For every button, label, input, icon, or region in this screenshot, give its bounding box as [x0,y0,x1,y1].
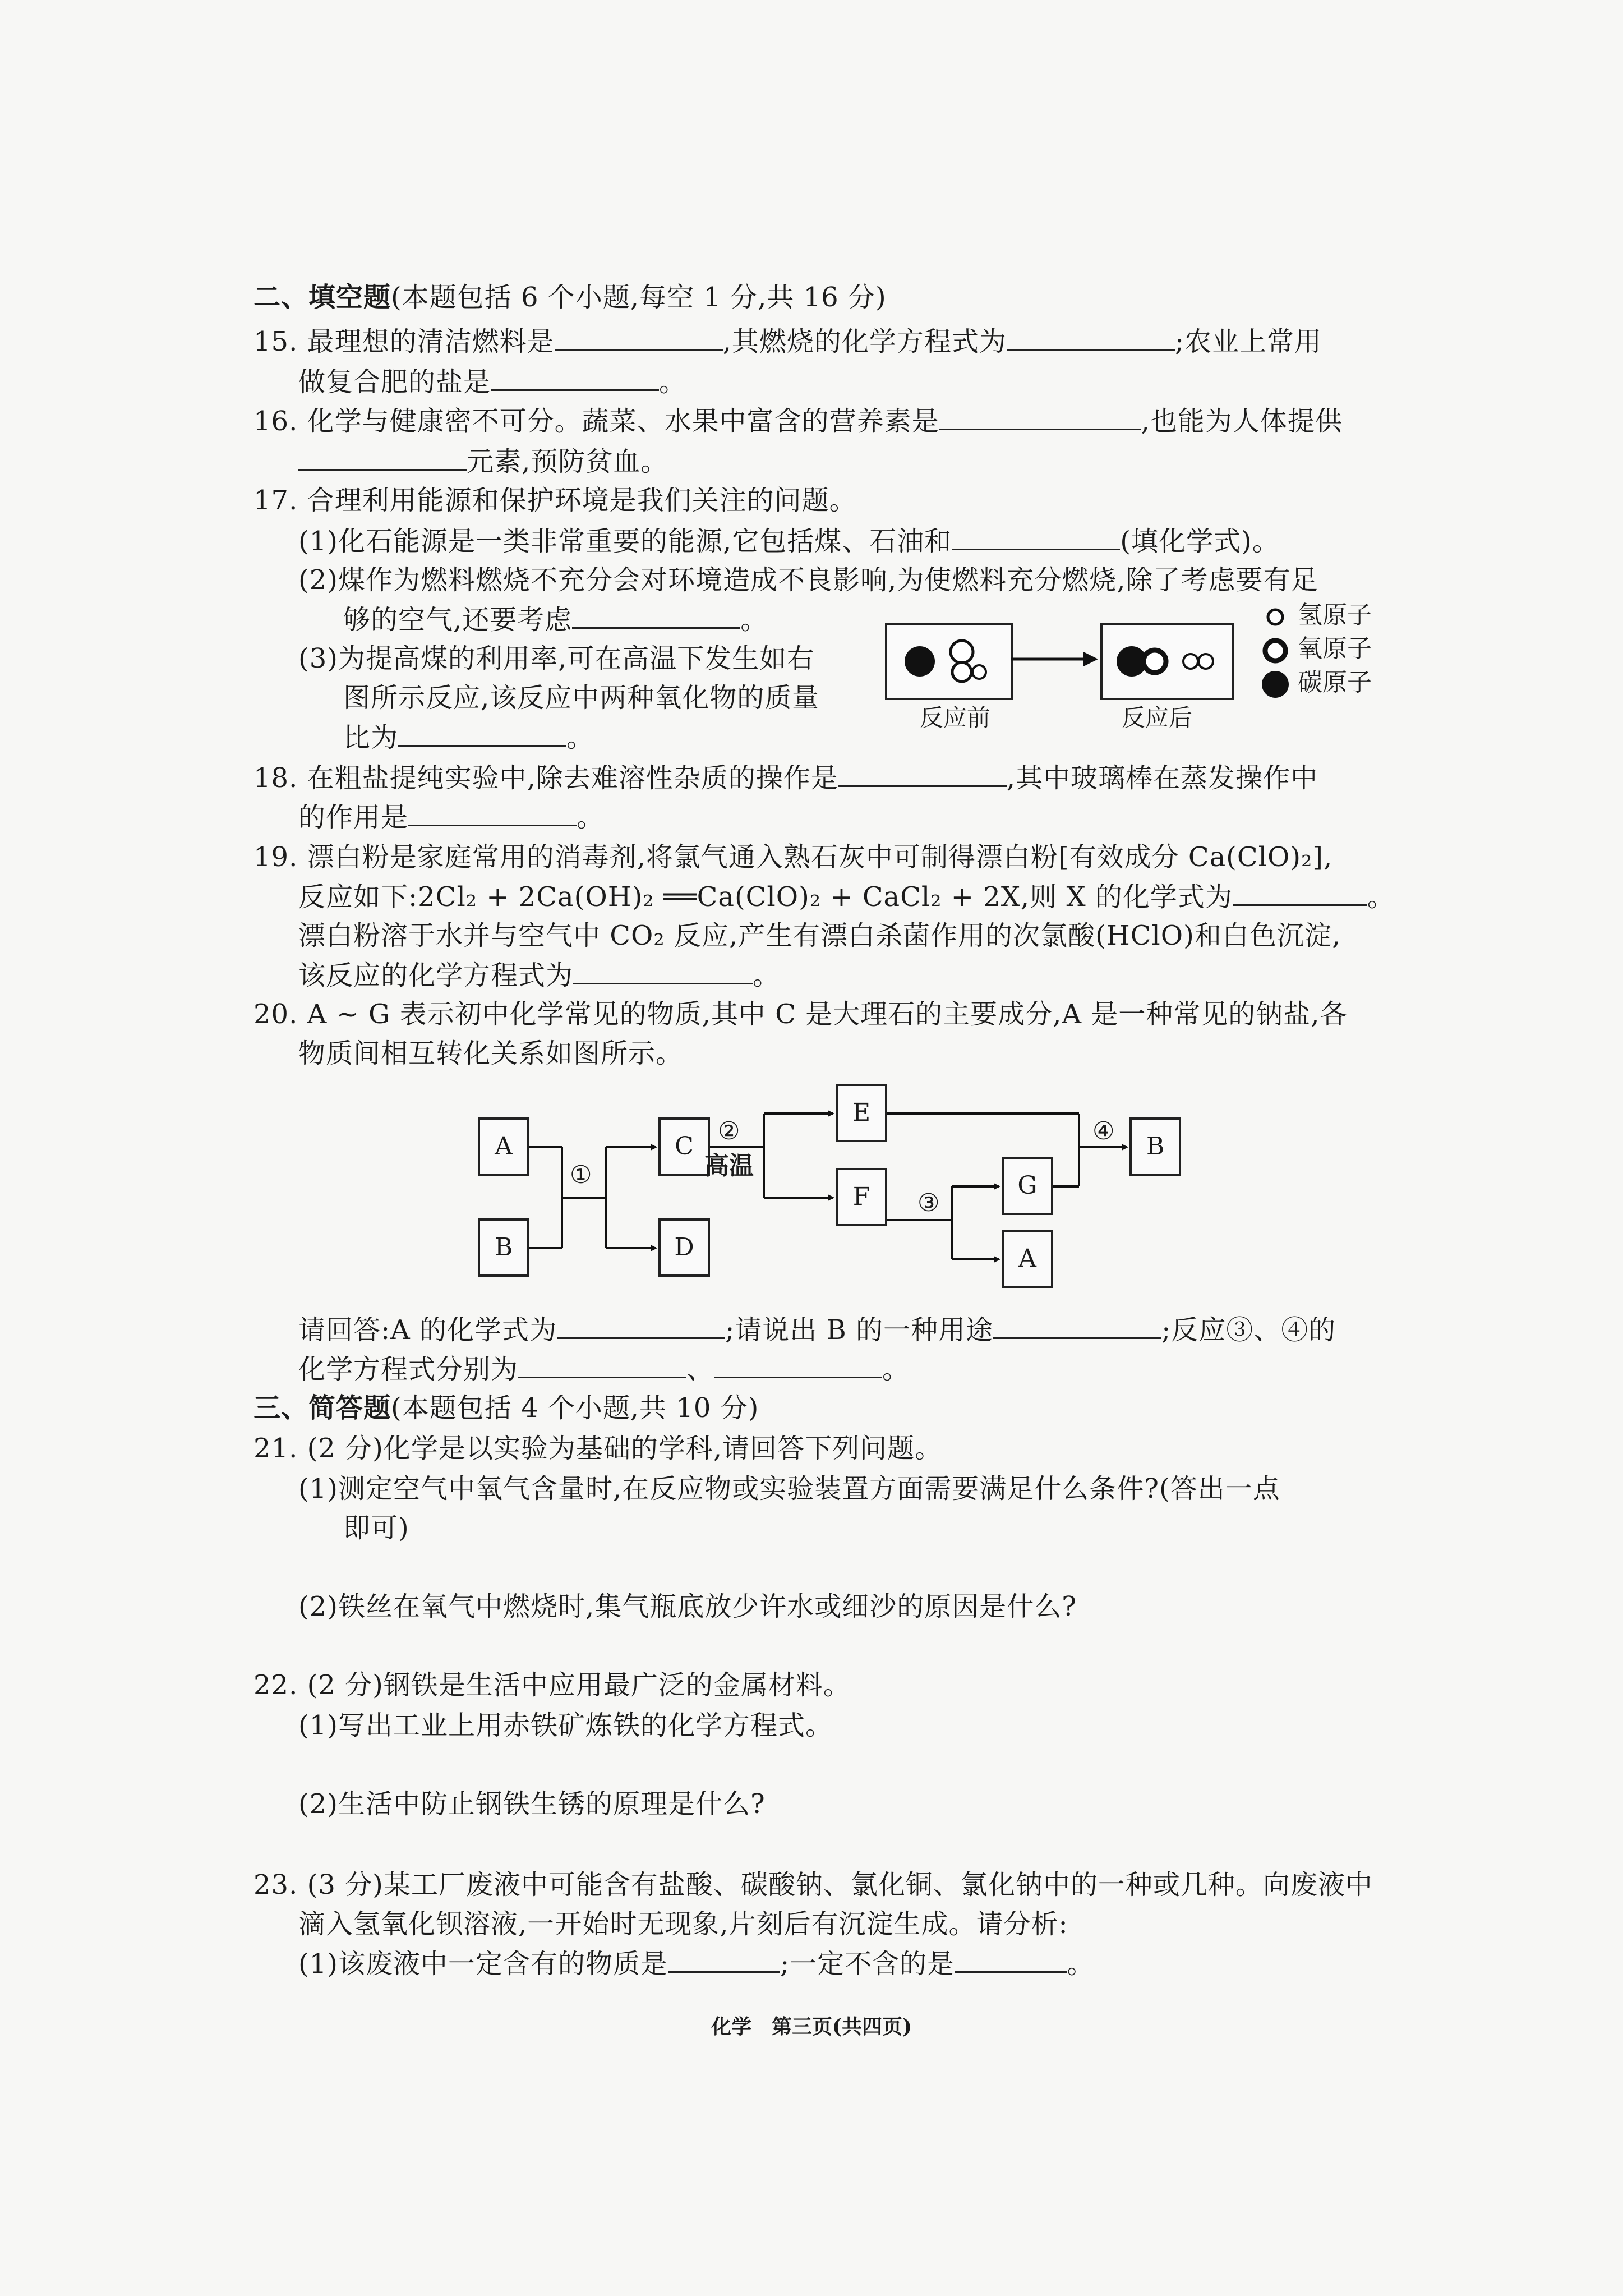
q20-text-b: ;请说出 B 的一种用途 [725,1314,994,1346]
legend-label: 氢原子 [1298,601,1372,629]
question-20-line-2: 物质间相互转化关系如图所示。 [298,1038,684,1069]
page-footer: 化学 第三页(共四页) [711,2015,912,2039]
reaction-label-1: ① [570,1161,592,1189]
q19-text-d: 。 [753,960,781,991]
q23-text-c: 。 [1067,1948,1095,1980]
answer-blank[interactable] [714,1352,882,1378]
q23-text-a: (1)该废液中一定含有的物质是 [298,1948,668,1980]
answer-blank[interactable] [557,1313,725,1339]
answer-blank[interactable] [955,1947,1067,1973]
answer-blank[interactable] [668,1947,780,1973]
legend-label: 碳原子 [1298,668,1372,697]
section-title: 二、填空题 [253,282,391,313]
question-19-line-3: 漂白粉溶于水并与空气中 CO₂ 反应,产生有漂白杀菌作用的次氯酸(HClO)和白色沉淀, [298,920,1341,951]
question-17-stem: 17. 合理利用能源和保护环境是我们关注的问题。 [253,485,857,516]
question-21-part-1-line-2: 即可) [343,1512,409,1544]
before-caption: 反应前 [920,704,991,731]
node-E: E [836,1084,887,1142]
question-22-stem: 22. (2 分)钢铁是生活中应用最广泛的金属材料。 [253,1669,851,1701]
node-B-2: B [1129,1117,1181,1176]
q20-text-f: 。 [882,1354,910,1385]
section-note: (本题包括 6 个小题,每空 1 分,共 16 分) [391,282,887,313]
question-22-part-1: (1)写出工业上用赤铁矿炼铁的化学方程式。 [298,1710,833,1741]
node-C: C [658,1117,710,1176]
q20-text-c: ;反应③、④的 [1161,1314,1336,1346]
reaction-label-3: ③ [917,1189,940,1217]
q15-text-c: ;农业上常用 [1174,326,1322,357]
q18-text-c: 的作用是 [298,802,409,833]
section-note: (本题包括 4 个小题,共 10 分) [391,1392,759,1424]
q17-p1-text: (1)化石能源是一类非常重要的能源,它包括煤、石油和 [298,526,952,557]
q19-text-b: 。 [1367,881,1395,913]
q15-text-e: 。 [659,366,687,398]
q17-p3-end: 。 [566,722,594,753]
q18-text-b: ,其中玻璃棒在蒸发操作中 [1006,762,1318,794]
q20-text-a: 请回答:A 的化学式为 [298,1314,557,1346]
reaction-condition-label: 高温 [704,1152,754,1180]
q17-p3-text: 比为 [343,722,399,753]
question-21-stem: 21. (2 分)化学是以实验为基础的学科,请回答下列问题。 [253,1433,943,1464]
node-A: A [478,1117,529,1176]
question-23-line-3 [298,1947,1094,1981]
question-23-line-1: 23. (3 分)某工厂废液中可能含有盐酸、碳酸钠、氯化铜、氯化钠中的一种或几种。向废液中 [253,1869,1373,1901]
node-G: G [1002,1157,1053,1215]
q17-p2-text: 够的空气,还要考虑 [343,604,573,636]
question-19-line-1: 19. 漂白粉是家庭常用的消毒剂,将氯气通入熟石灰中可制得漂白粉[有效成分 Ca(ClO)₂], [253,841,1333,873]
reaction-label-4: ④ [1092,1117,1115,1145]
q15-text-b: ,其燃烧的化学方程式为 [722,326,1007,357]
node-F: F [836,1168,887,1226]
q15-text-a: 15. 最理想的清洁燃料是 [253,326,555,357]
q18-text-a: 18. 在粗盐提纯实验中,除去难溶性杂质的操作是 [253,762,838,794]
answer-blank[interactable] [518,1352,686,1378]
question-20-line-1: 20. A ~ G 表示初中化学常见的物质,其中 C 是大理石的主要成分,A 是一种常见的钠盐,各 [253,999,1348,1030]
question-21-part-2: (2)铁丝在氧气中燃烧时,集气瓶底放少许水或细沙的原因是什么? [298,1591,1077,1622]
section-title: 三、简答题 [253,1392,391,1424]
q20-text-d: 化学方程式分别为 [298,1354,519,1385]
legend-label: 氧原子 [1298,634,1372,663]
q20-text-e: 、 [686,1354,714,1385]
q17-p2-end: 。 [740,604,768,636]
q15-text-d: 做复合肥的盐是 [298,366,491,398]
q16-text-c: 元素,预防贫血。 [467,446,668,477]
answer-blank[interactable] [993,1313,1161,1339]
reaction-label-2: ② [718,1117,740,1145]
q16-text-a: 16. 化学与健康密不可分。蔬菜、水果中富含的营养素是 [253,406,939,437]
q23-text-b: ;一定不含的是 [780,1948,955,1980]
question-21-part-1-line-1: (1)测定空气中氧气含量时,在反应物或实验装置方面需要满足什么条件?(答出一点 [298,1473,1280,1504]
question-17-part-3-line-2: 图所示反应,该反应中两种氧化物的质量 [343,682,820,714]
q19-text-a: 反应如下:2Cl₂ + 2Ca(OH)₂ ══Ca(ClO)₂ + CaCl₂ + 2X,则 X 的化学式为 [298,881,1233,913]
q17-p1-end: (填化学式)。 [1120,526,1280,557]
question-22-part-2: (2)生活中防止钢铁生锈的原理是什么? [298,1788,766,1820]
node-A-2: A [1002,1230,1053,1288]
node-D: D [658,1218,710,1277]
after-caption: 反应后 [1122,704,1193,731]
question-17-part-3-line-1: (3)为提高煤的利用率,可在高温下发生如右 [298,643,815,674]
q18-text-d: 。 [577,802,605,833]
question-20-answer-line-1 [298,1313,1336,1347]
node-B: B [478,1218,529,1277]
question-20-answer-line-2 [298,1352,910,1386]
question-17-part-2-line-1: (2)煤作为燃料燃烧不充分会对环境造成不良影响,为使燃料充分燃烧,除了考虑要有足 [298,564,1318,596]
question-23-line-2: 滴入氢氧化钡溶液,一开始时无现象,片刻后有沉淀生成。请分析: [298,1908,1068,1940]
q16-text-b: ,也能为人体提供 [1141,406,1343,437]
section-heading [253,1391,759,1425]
q19-text-c: 该反应的化学方程式为 [298,960,574,991]
